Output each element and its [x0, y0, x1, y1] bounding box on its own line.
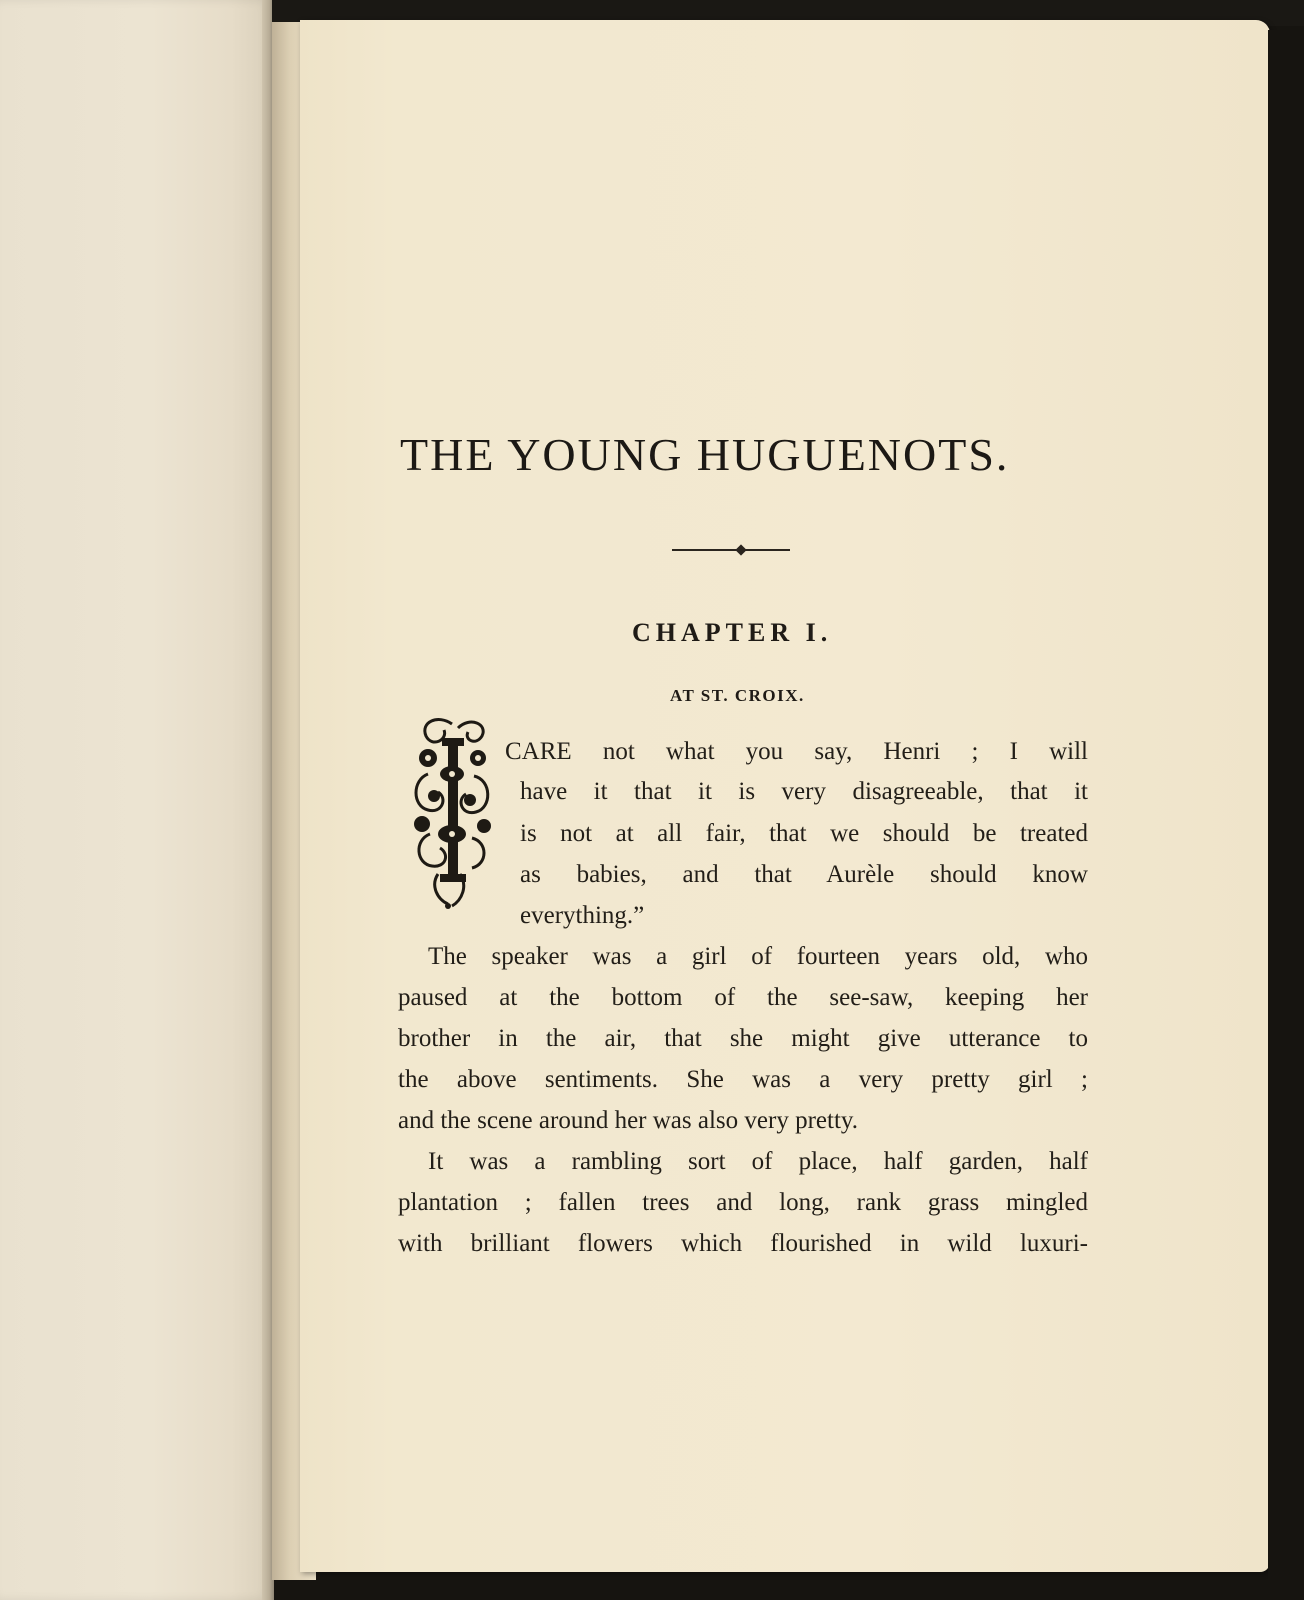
- text-line: It was a rambling sort of place, half garden, half: [428, 1148, 1088, 1175]
- text-line: as babies, and that Aurèle should know: [520, 861, 1088, 888]
- text-line: the above sentiments. She was a very pretty girl ;: [398, 1066, 1088, 1093]
- text-line: CARE not what you say, Henri ; I will: [505, 738, 1088, 765]
- text-line: and the scene around her was also very pretty.: [398, 1107, 859, 1134]
- text-line: is not at all fair, that we should be treated: [520, 820, 1088, 847]
- text-line: brother in the air, that she might give utterance to: [398, 1025, 1088, 1052]
- text-line: everything.”: [520, 902, 645, 929]
- chapter-subtitle: AT ST. CROIX.: [670, 686, 805, 705]
- book-title: THE YOUNG HUGUENOTS.: [400, 429, 1010, 480]
- text-line: have it that it is very disagreeable, that it: [520, 778, 1088, 805]
- background-right: [1268, 30, 1304, 1580]
- ornamental-rule: [672, 549, 790, 551]
- chapter-heading: CHAPTER I.: [632, 618, 833, 647]
- left-blank-page: [0, 0, 272, 1600]
- text-line: The speaker was a girl of fourteen years old, who: [428, 943, 1088, 970]
- text-line: with brilliant flowers which flourished in wild luxuri-: [398, 1230, 1088, 1257]
- text-line: plantation ; fallen trees and long, rank grass mingled: [398, 1189, 1088, 1216]
- text-line: paused at the bottom of the see-saw, keeping her: [398, 984, 1088, 1011]
- ornamental-drop-cap-icon: [408, 714, 498, 910]
